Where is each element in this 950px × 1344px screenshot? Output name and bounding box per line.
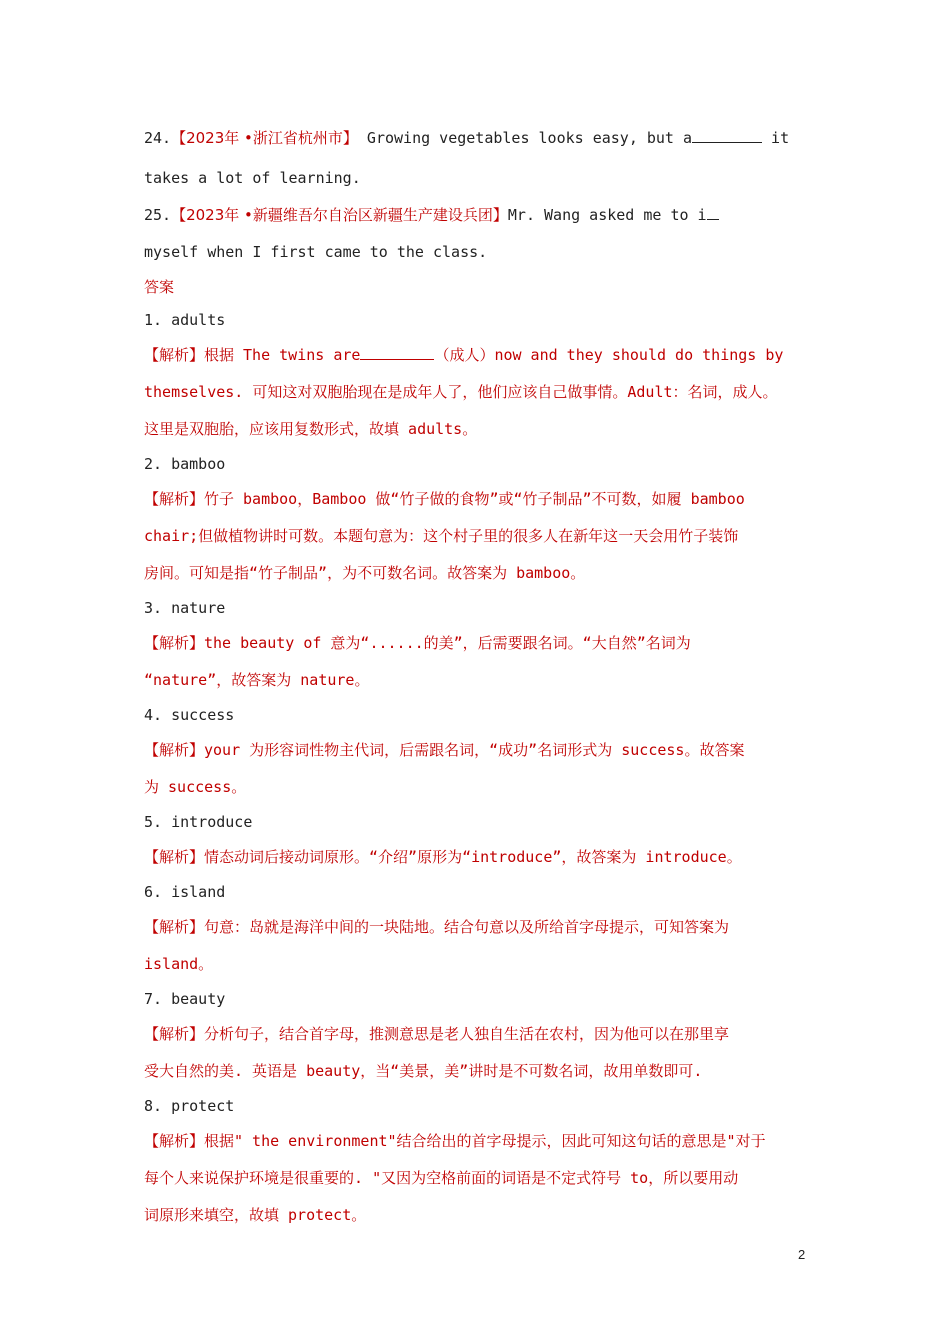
question-number: 25. <box>144 206 172 224</box>
question-24-line1 <box>144 120 820 157</box>
answer-explanation-line: 【解析】the beauty of 意为“......的美”，后需要跟名词。“大自然”名词为 <box>144 634 691 652</box>
question-25-line2 <box>144 234 820 271</box>
answer-explanation-line: 词原形来填空，故填 protect。 <box>144 1206 367 1224</box>
answer-label: 8. protect <box>144 1097 235 1115</box>
question-text: myself when I first came to the class. <box>144 243 488 261</box>
answer-explanation-line: “nature”，故答案为 nature。 <box>144 671 370 689</box>
question-number: 24. <box>144 129 172 147</box>
answer-label: 2. bamboo <box>144 455 226 473</box>
answer-explanation-line: 【解析】情态动词后接动词原形。“介绍”原形为“introduce”，故答案为 introduce。 <box>144 848 742 866</box>
answer-explanation-line: chair;但做植物讲时可数。本题句意为：这个村子里的很多人在新年这一天会用竹子装饰 <box>144 527 739 545</box>
answer-explanation-line: island。 <box>144 955 214 973</box>
answer-explanation-line: 【解析】分析句子，结合首字母，推测意思是老人独自生活在农村，因为他可以在那里享 <box>144 1025 730 1043</box>
answer-label: 7. beauty <box>144 990 226 1008</box>
answer-blank <box>360 343 434 360</box>
answer-blank <box>707 203 719 220</box>
page-number: 2 <box>798 1247 806 1262</box>
answer-label: 6. island <box>144 883 226 901</box>
answer-explanation-line: 【解析】句意：岛就是海洋中间的一块陆地。结合句意以及所给首字母提示，可知答案为 <box>144 918 730 936</box>
question-text: takes a lot of learning. <box>144 169 361 187</box>
answer-explanation-line: 【解析】根据" the environment"结合给出的首字母提示，因此可知这句话的意思是"对于 <box>144 1132 766 1150</box>
question-24-line2 <box>144 160 820 197</box>
question-text: it <box>762 129 790 147</box>
answer-label: 4. success <box>144 706 235 724</box>
answer-explanation-line: 【解析】竹子 bamboo，Bamboo 做“竹子做的食物”或“竹子制品”不可数，如履 bamboo <box>144 490 745 508</box>
question-source: 【2023年 •新疆维吾尔自治区新疆生产建设兵团】 <box>171 206 508 224</box>
answers-heading: 答案 <box>144 278 175 296</box>
answer-blank <box>692 126 762 143</box>
question-text: Growing vegetables looks easy, but a <box>357 129 693 147</box>
answer-explanation-line: 【解析】根据 The twins are （成人）now and they should do things by <box>144 337 820 374</box>
page-content <box>144 120 820 1234</box>
answer-explanation-line: themselves. 可知这对双胞胎现在是成年人了，他们应该自己做事情。Adult：名词，成人。 <box>144 383 778 401</box>
answer-explanation-line: 这里是双胞胎，应该用复数形式，故填 adults。 <box>144 420 478 438</box>
answer-label: 1. adults <box>144 311 226 329</box>
question-text: Mr. Wang asked me to i <box>507 206 707 224</box>
answer-label: 5. introduce <box>144 813 253 831</box>
answer-explanation-line: 每个人来说保护环境是很重要的. "又因为空格前面的词语是不定式符号 to，所以要用动 <box>144 1169 739 1187</box>
answer-explanation-line: 受大自然的美. 英语是 beauty，当“美景，美”讲时是不可数名词，故用单数即可. <box>144 1062 703 1080</box>
answer-explanation-line: 房间。可知是指“竹子制品”，为不可数名词。故答案为 bamboo。 <box>144 564 586 582</box>
question-source: 【2023年 •浙江省杭州市】 <box>171 129 358 147</box>
answer-explanation-line: 为 success。 <box>144 778 247 796</box>
question-25-line1 <box>144 197 820 234</box>
answer-label: 3. nature <box>144 599 226 617</box>
answer-explanation-line: 【解析】your 为形容词性物主代词，后需跟名词，“成功”名词形式为 success。故答案 <box>144 741 745 759</box>
